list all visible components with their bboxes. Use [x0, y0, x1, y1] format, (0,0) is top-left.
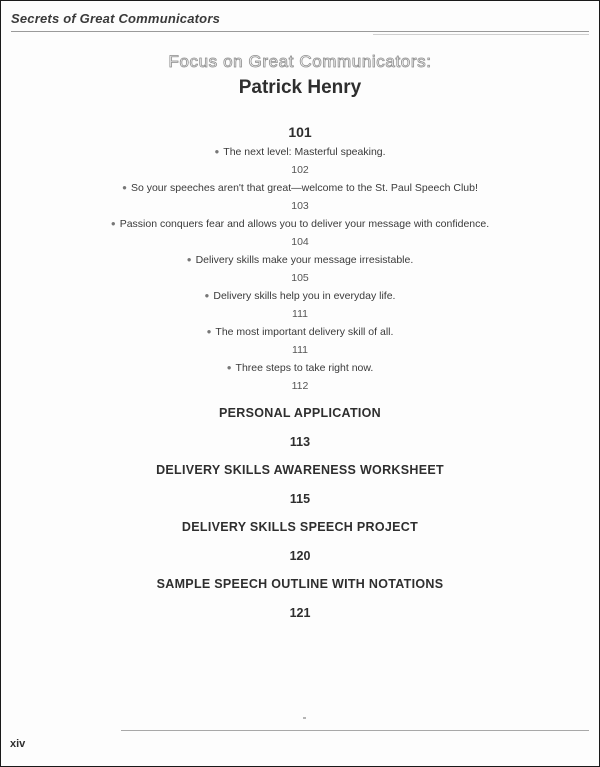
toc-entry-page: 111	[292, 308, 308, 320]
bullet-icon: ●	[226, 363, 232, 372]
toc-entry-page: 105	[291, 272, 309, 284]
toc-heading-text: DELIVERY SKILLS AWARENESS WORKSHEET	[156, 463, 444, 477]
section-title: Patrick Henry	[238, 77, 362, 98]
bullet-icon: ●	[206, 327, 212, 336]
header-rule	[11, 31, 589, 32]
toc-entry-text: Delivery skills help you in everyday life.	[213, 290, 396, 302]
running-head: Secrets of Great Communicators	[11, 11, 221, 26]
toc-heading-text: PERSONAL APPLICATION	[218, 406, 382, 420]
toc-heading-page: 115	[289, 492, 311, 506]
toc-heading	[1, 519, 599, 564]
toc-heading-text: DELIVERY SKILLS SPEECH PROJECT	[181, 520, 419, 534]
toc-entry-text: Passion conquers fear and allows you to deliver your message with confidence.	[119, 218, 490, 230]
toc-entry	[1, 324, 599, 357]
toc-heading-text: SAMPLE SPEECH OUTLINE WITH NOTATIONS	[156, 577, 444, 591]
toc-entry-page: 111	[292, 344, 308, 356]
bullet-icon: ●	[186, 255, 192, 264]
toc-entry	[1, 360, 599, 393]
toc-heading-page: 121	[289, 606, 311, 620]
toc-entry-text: The next level: Masterful speaking.	[223, 146, 386, 158]
section-page-number: 101	[288, 124, 312, 140]
toc-entry-text: The most important delivery skill of all.	[215, 326, 394, 338]
toc-entry	[1, 144, 599, 177]
toc-heading	[1, 576, 599, 621]
toc-entry-page: 103	[291, 200, 309, 212]
toc-heading-page: 120	[289, 549, 311, 563]
toc-entry-text: Delivery skills make your message irresistable.	[195, 254, 414, 266]
scan-speck	[303, 717, 306, 719]
toc-entry-text: Three steps to take right now.	[235, 362, 374, 374]
header-rule-faint	[373, 34, 589, 35]
toc-entry	[1, 288, 599, 321]
toc-entry-text: So your speeches aren't that great—welcome to the St. Paul Speech Club!	[130, 182, 478, 194]
bullet-icon: ●	[214, 147, 220, 156]
bullet-icon: ●	[110, 219, 116, 228]
toc-entry	[1, 216, 599, 249]
toc-entry-page: 104	[291, 236, 309, 248]
toc-entry	[1, 180, 599, 213]
toc-entry-page: 112	[291, 380, 309, 392]
toc-heading	[1, 405, 599, 450]
bullet-icon: ●	[204, 291, 210, 300]
toc-entry	[1, 252, 599, 285]
toc-heading-page: 113	[289, 435, 311, 449]
toc-entry-page: 102	[291, 164, 309, 176]
toc-content	[1, 51, 599, 621]
bullet-icon: ●	[122, 183, 127, 192]
section-kicker: Focus on Great Communicators:	[168, 52, 432, 71]
toc-heading	[1, 462, 599, 507]
footer-rule	[121, 730, 589, 731]
page-folio: xiv	[10, 738, 26, 750]
